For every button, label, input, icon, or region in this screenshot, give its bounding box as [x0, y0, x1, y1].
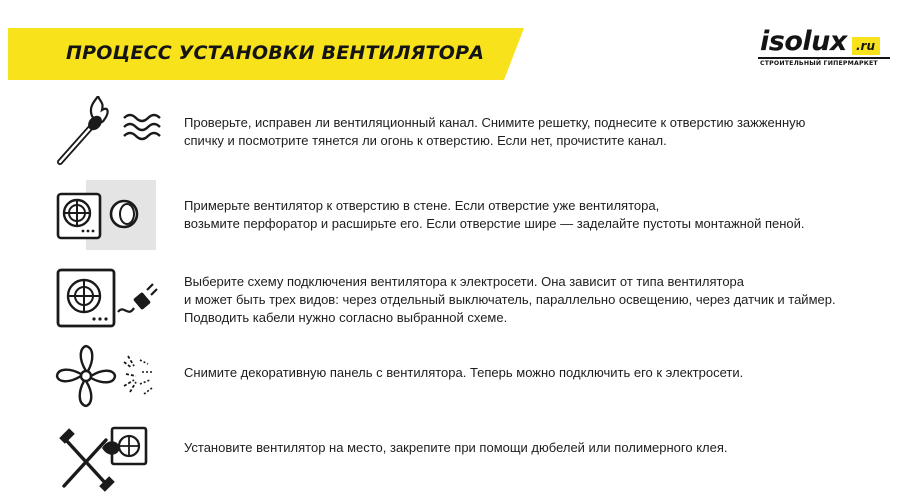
step-3-line-1: Выберите схему подключения вентилятора к электросети. Она зависит от типа вентилятора — [184, 274, 745, 289]
step-2-line-1: Примерьте вентилятор к отверстию в стене. Если отверстие уже вентилятора, — [184, 198, 660, 213]
step-1-line-1: Проверьте, исправен ли вентиляционный канал. Снимите решетку, поднесите к отверстию зажженную — [184, 115, 806, 130]
step-3-line-3: Подводить кабели нужно согласно выбранной схеме. — [184, 310, 508, 325]
isolux-logo[interactable] — [758, 26, 894, 76]
step-1-text — [184, 114, 884, 150]
logo-wordmark: isolux — [760, 26, 847, 57]
fan-blades-icon — [52, 340, 162, 417]
step-2-line-2: возьмите перфоратор и расширьте его. Если отверстие шире — заделайте пустоты монтажной пеной. — [184, 216, 805, 231]
logo-domain: .ru — [852, 37, 880, 55]
fan-wall-opening-icon — [52, 180, 158, 255]
step-5-line-1: Установите вентилятор на место, закрепите при помощи дюбелей или полимерного клея. — [184, 440, 728, 455]
step-5-text — [184, 439, 884, 457]
step-3-line-2: и может быть трех видов: через отдельный выключатель, параллельно освещению, через датчик и таймер. — [184, 292, 836, 307]
logo-underline — [758, 57, 890, 59]
fan-plug-icon — [52, 264, 162, 339]
step-3-text — [184, 273, 884, 327]
logo-tagline: СТРОИТЕЛЬНЫЙ ГИПЕРМАРКЕТ — [760, 60, 878, 67]
tools-install-icon — [52, 418, 162, 497]
step-4-text — [184, 364, 884, 382]
step-4-line-1: Снимите декоративную панель с вентилятора. Теперь можно подключить его к электросети. — [184, 365, 744, 380]
page-title: ПРОЦЕСС УСТАНОВКИ ВЕНТИЛЯТОРА — [66, 42, 485, 64]
title-banner — [8, 28, 524, 80]
step-2-text — [184, 197, 884, 233]
match-flame-icon — [52, 96, 162, 173]
step-1-line-2: спичку и посмотрите тянется ли огонь к отверстию. Если нет, прочистите канал. — [184, 133, 667, 148]
